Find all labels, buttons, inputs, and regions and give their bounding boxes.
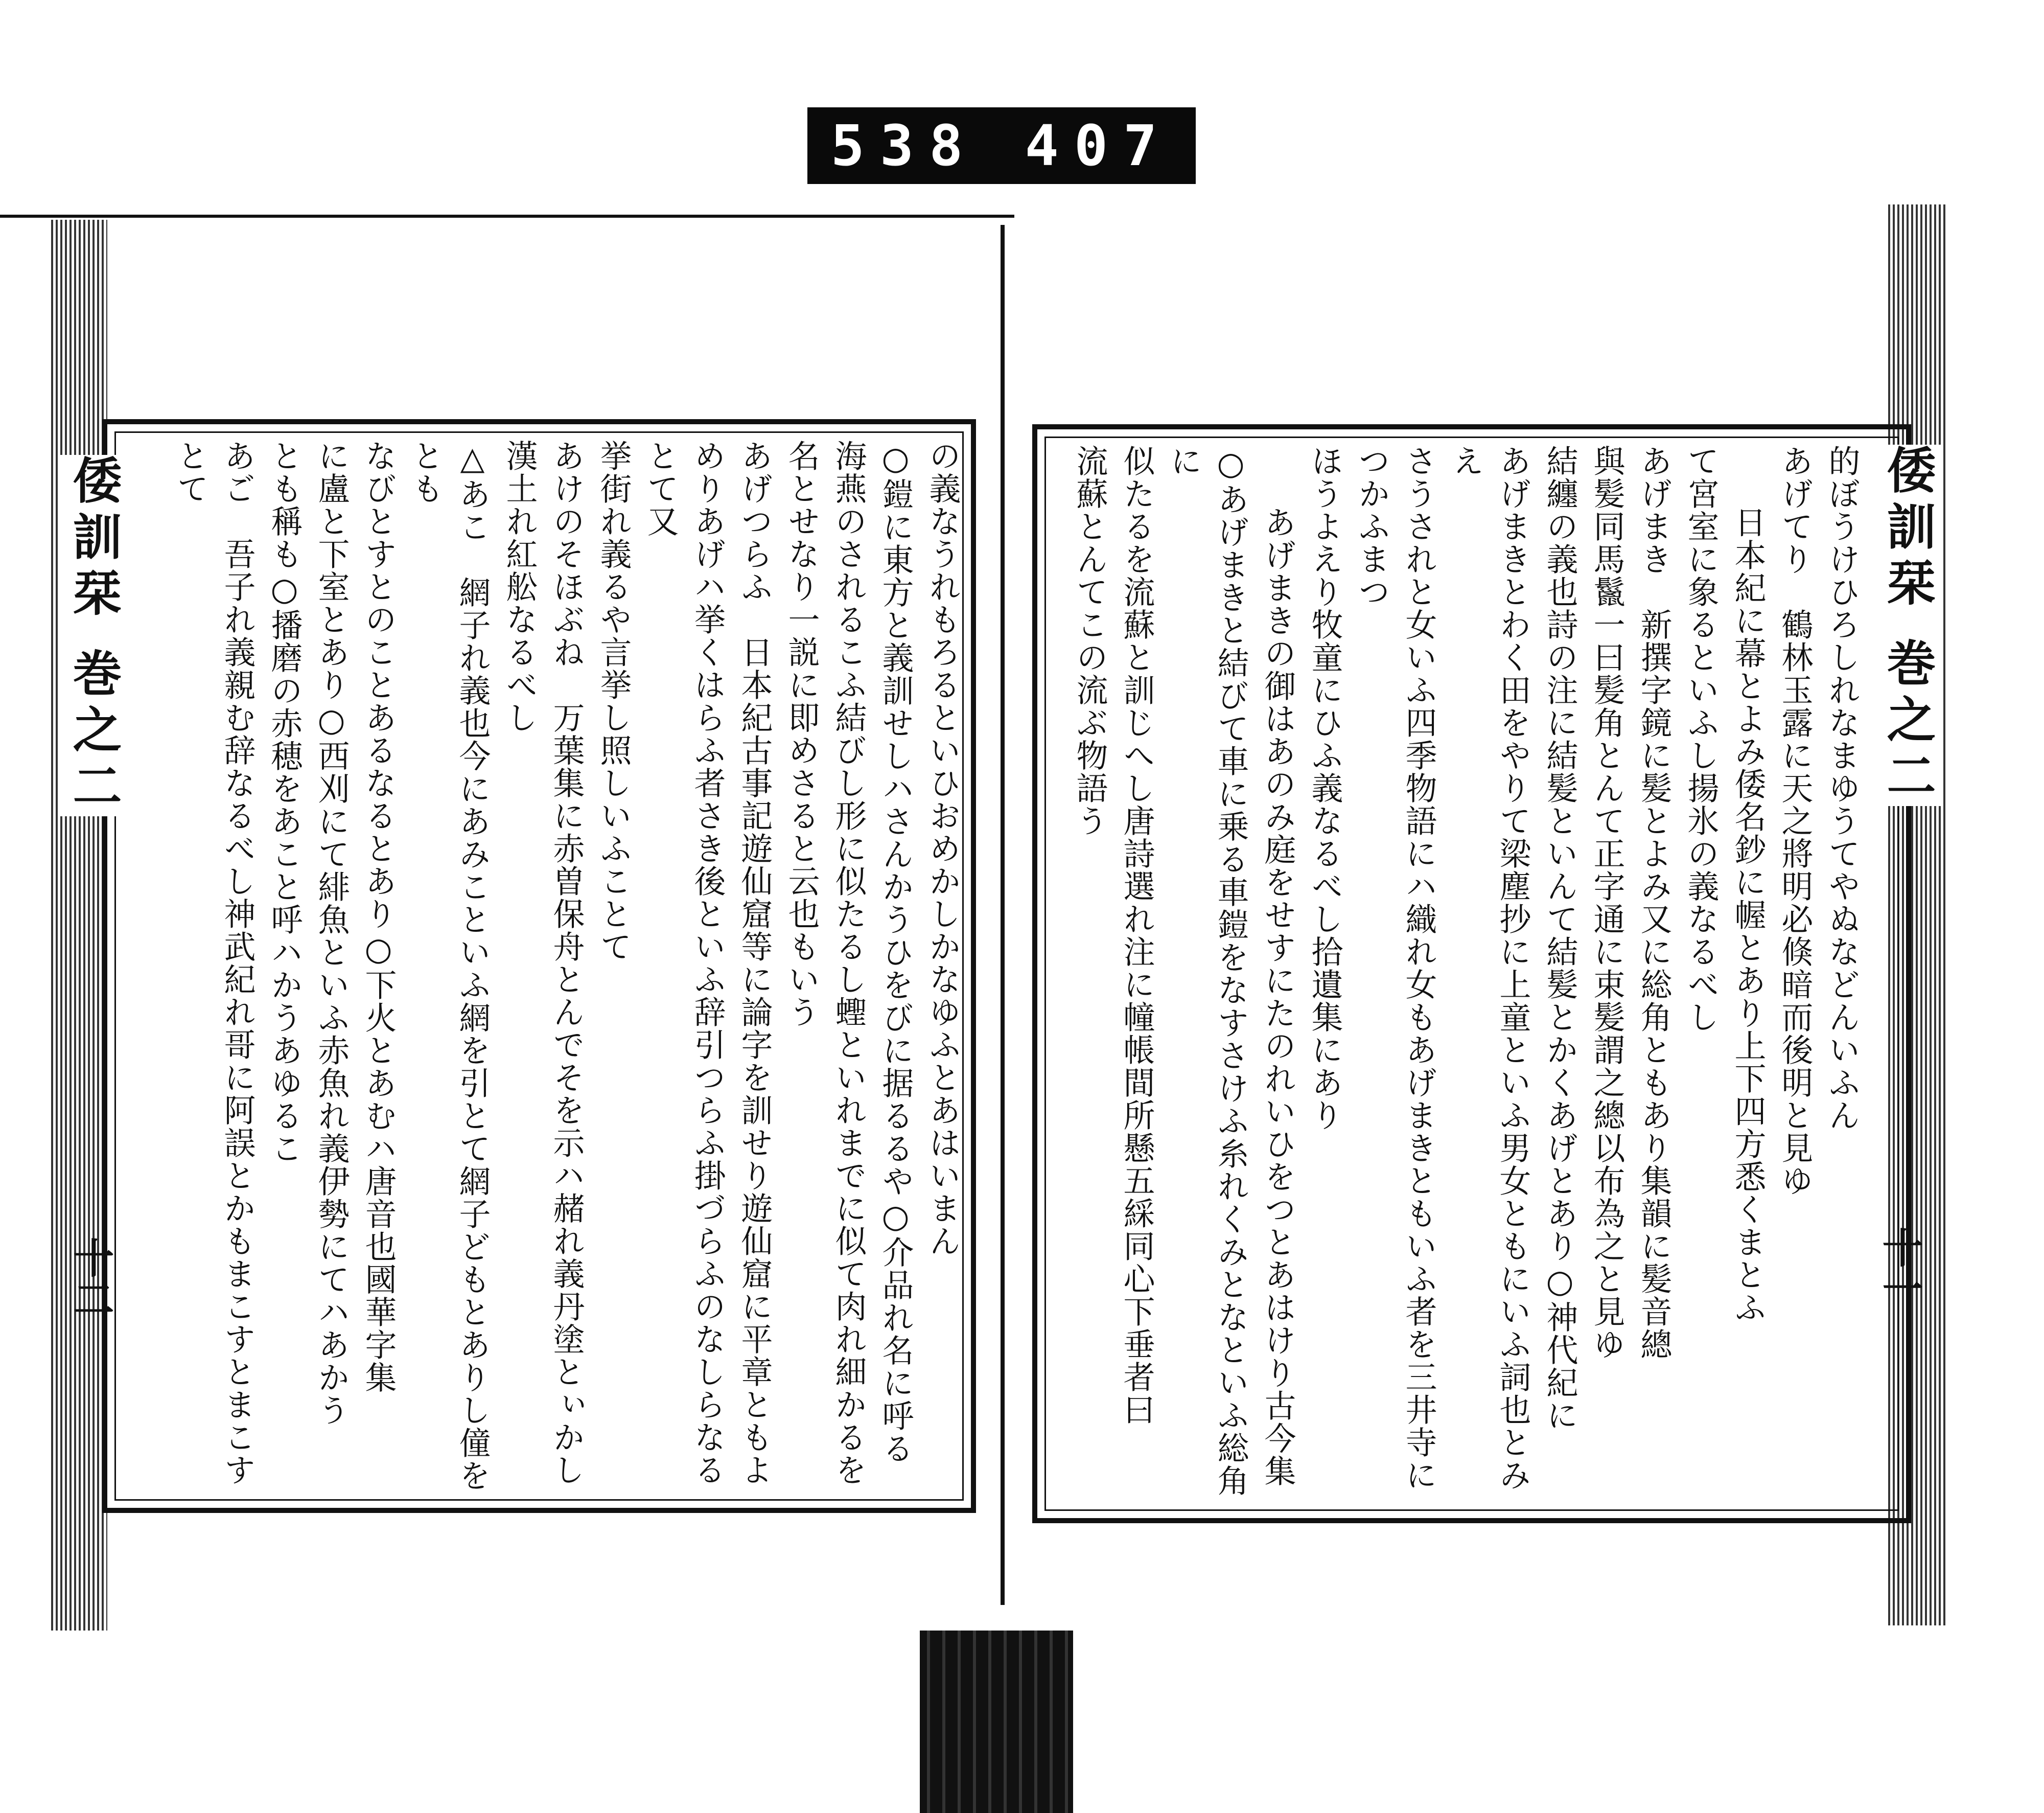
- text-column: あげつらふ 日本紀古事記遊仙窟等に論字を訓せり遊仙窟に平章ともよ: [736, 440, 773, 1486]
- text-column: 結纏の義也詩の注に結髪といんて結髪とかくあげとあり○神代紀に: [1541, 445, 1578, 1432]
- text-column: あご 吾子れ義親む辞なるべし神武紀れ哥に阿誤とかもまこすとまこすとて: [172, 440, 256, 1486]
- text-column: 流蘇とんてこの流ぶ物語う: [1071, 445, 1108, 837]
- text-column: あげてり 鶴林玉露に天之將明必倏暗而後明と見ゆ: [1776, 445, 1814, 1197]
- text-column: 日本紀に幕とよみ倭名鈔に幄とあり上下四方悉くまとふ: [1729, 506, 1767, 1324]
- text-column: 漢土れ紅舩なるべし: [501, 440, 538, 734]
- text-column: あげまきの御はあのみ庭をせすにたのれいひをつとあはけり古今集: [1259, 506, 1296, 1487]
- text-column: ○あげまきと結びて車に乗る車鎧をなすさけふ糸れくみとなといふ総角に: [1165, 445, 1249, 1497]
- left-page-text: [153, 440, 966, 1493]
- right-folio-number: 十一: [1875, 1227, 1923, 1309]
- catalog-number-right: 407: [1025, 113, 1173, 178]
- right-page-text: [1063, 445, 1865, 1498]
- text-column: とも稱も○播磨の赤穂をあこと呼ハかうあゆるこ: [266, 440, 303, 1165]
- text-column: ○鎧に東方と義訓せしハさんかうひをびに据るるや○介品れ名に呼る: [877, 440, 914, 1465]
- text-column: 與髪同馬鬣一曰髪角とんて正字通に束髪謂之總以布為之と見ゆ: [1588, 445, 1625, 1361]
- right-margin-title: 倭訓栞 巻之二: [1873, 445, 1943, 806]
- text-column: 海燕のされるこふ結びし形に似たるし蟶といれまでに似て肉れ細かるを: [830, 440, 867, 1486]
- text-column: 挙街れ義るや言挙し照しいふことて: [595, 440, 632, 963]
- text-column: に盧と下室とあり○西刈にて緋魚といふ赤魚れ義伊勢にてハあかう: [313, 440, 350, 1427]
- text-column: 的ぼうけひろしれなまゆうてやぬなどんいふん: [1823, 445, 1861, 1132]
- catalog-number-left: 538: [830, 113, 979, 178]
- binding-tassel: [920, 1631, 1073, 1813]
- text-column: あげまきとわく田をやりて梁塵抄に上童といふ男女ともにいふ詞也とみえ: [1447, 445, 1531, 1491]
- text-column: て宮室に象るといふし揚氷の義なるべし: [1682, 445, 1720, 1034]
- text-column: めりあげハ挙くはらふ者さき後といふ辞引つらふ掛づらふのなしらなるとて又: [642, 440, 726, 1486]
- text-column: なびとすとのことあるなるとあり○下火とあむハ唐音也國華字集: [360, 440, 397, 1394]
- text-column: あげまき 新撰字鏡に髪とよみ又に総角ともあり集韻に髪音總: [1635, 445, 1673, 1361]
- text-column: さうされと女いふ四季物語にハ織れ女もあげまきともいふ者を三井寺につかふまつ: [1353, 445, 1437, 1491]
- left-folio-number: 十二: [66, 1237, 114, 1319]
- text-column: ほうよえり牧童にひふ義なるべし拾遺集にあり: [1306, 445, 1343, 1132]
- left-page-edge: [51, 220, 107, 1631]
- text-column: あけのそほぶね 万葉集に赤曽保舟とんでそを示ハ赭れ義丹塗とぃかし: [548, 440, 585, 1486]
- text-column: の義なうれもろるといひおめかしかなゆふとあはいまん: [924, 440, 961, 1257]
- text-column: 似たるを流蘇と訓じへし唐詩選れ注に幢帳間所懸五綵同心下垂者曰: [1118, 445, 1155, 1426]
- catalog-number-label: [807, 107, 1196, 184]
- left-margin-title: 倭訓栞 巻之二: [59, 455, 129, 816]
- text-column: △あこ 網子れ義也今にあみこといふ網を引とて網子どもとありし僮をとも: [407, 440, 491, 1492]
- book-spine: [1001, 225, 1005, 1605]
- text-column: 名とせなり一説に即めさると云也もいう: [783, 440, 820, 1028]
